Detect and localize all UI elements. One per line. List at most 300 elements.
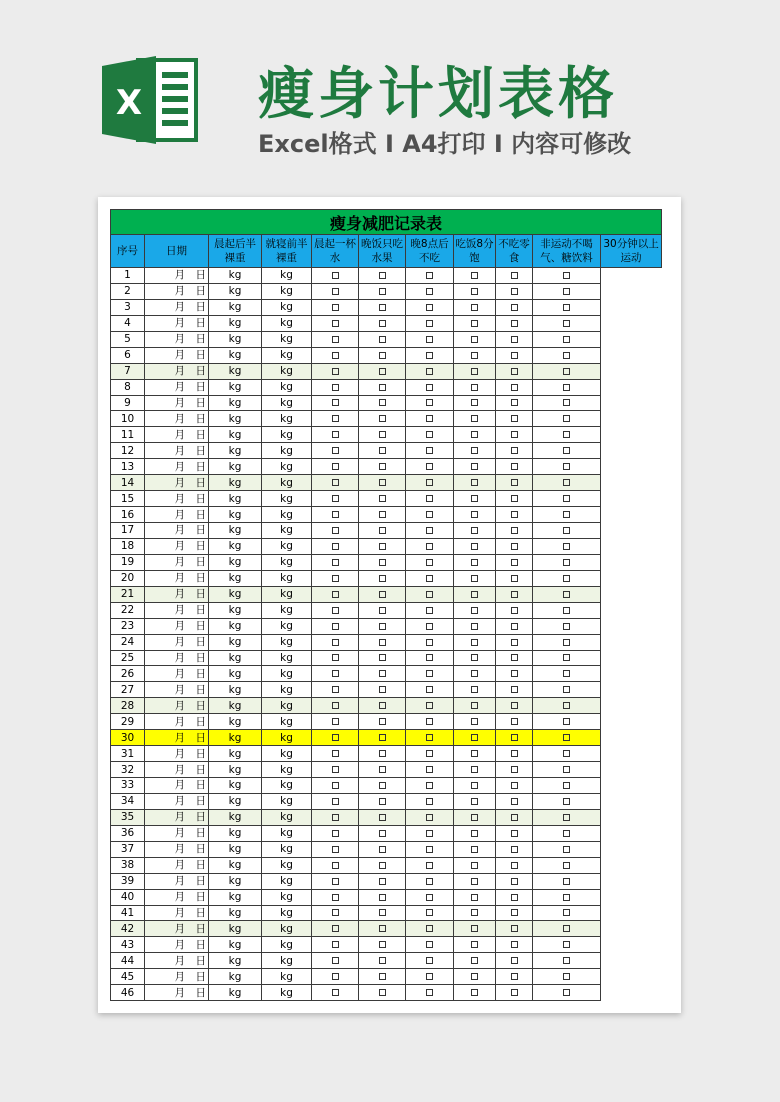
checkbox-icon[interactable] [426, 686, 433, 693]
checkbox-icon[interactable] [379, 304, 386, 311]
morning-weight-cell[interactable]: kg [209, 315, 262, 331]
checkbox-icon[interactable] [332, 766, 339, 773]
checkbox-cell[interactable] [359, 825, 406, 841]
checkbox-icon[interactable] [332, 415, 339, 422]
checkbox-icon[interactable] [471, 639, 478, 646]
checkbox-cell[interactable] [312, 299, 359, 315]
night-weight-cell[interactable]: kg [262, 315, 312, 331]
date-cell[interactable]: 月 日 [145, 507, 209, 523]
checkbox-cell[interactable] [359, 602, 406, 618]
checkbox-icon[interactable] [379, 463, 386, 470]
checkbox-icon[interactable] [511, 368, 518, 375]
checkbox-icon[interactable] [471, 750, 478, 757]
checkbox-cell[interactable] [359, 841, 406, 857]
checkbox-icon[interactable] [426, 670, 433, 677]
checkbox-icon[interactable] [379, 511, 386, 518]
checkbox-cell[interactable] [312, 714, 359, 730]
checkbox-cell[interactable] [533, 698, 601, 714]
checkbox-cell[interactable] [406, 363, 454, 379]
checkbox-icon[interactable] [379, 288, 386, 295]
checkbox-cell[interactable] [454, 746, 496, 762]
morning-weight-cell[interactable]: kg [209, 283, 262, 299]
checkbox-cell[interactable] [454, 730, 496, 746]
checkbox-icon[interactable] [379, 734, 386, 741]
checkbox-cell[interactable] [454, 873, 496, 889]
checkbox-icon[interactable] [426, 989, 433, 996]
checkbox-icon[interactable] [511, 734, 518, 741]
date-cell[interactable]: 月 日 [145, 538, 209, 554]
checkbox-icon[interactable] [563, 623, 570, 630]
checkbox-icon[interactable] [563, 973, 570, 980]
date-cell[interactable]: 月 日 [145, 762, 209, 778]
checkbox-icon[interactable] [332, 607, 339, 614]
checkbox-icon[interactable] [332, 957, 339, 964]
night-weight-cell[interactable]: kg [262, 666, 312, 682]
checkbox-icon[interactable] [563, 336, 570, 343]
morning-weight-cell[interactable]: kg [209, 873, 262, 889]
checkbox-cell[interactable] [496, 523, 533, 539]
date-cell[interactable]: 月 日 [145, 411, 209, 427]
checkbox-icon[interactable] [563, 479, 570, 486]
checkbox-cell[interactable] [359, 698, 406, 714]
checkbox-icon[interactable] [332, 702, 339, 709]
checkbox-cell[interactable] [359, 873, 406, 889]
checkbox-cell[interactable] [312, 778, 359, 794]
checkbox-cell[interactable] [533, 746, 601, 762]
checkbox-icon[interactable] [511, 750, 518, 757]
checkbox-cell[interactable] [359, 570, 406, 586]
checkbox-icon[interactable] [379, 591, 386, 598]
checkbox-icon[interactable] [563, 320, 570, 327]
checkbox-icon[interactable] [563, 718, 570, 725]
checkbox-cell[interactable] [359, 491, 406, 507]
date-cell[interactable]: 月 日 [145, 459, 209, 475]
checkbox-icon[interactable] [379, 670, 386, 677]
checkbox-cell[interactable] [496, 395, 533, 411]
checkbox-icon[interactable] [332, 591, 339, 598]
checkbox-icon[interactable] [511, 527, 518, 534]
checkbox-icon[interactable] [511, 447, 518, 454]
checkbox-icon[interactable] [426, 607, 433, 614]
checkbox-cell[interactable] [454, 889, 496, 905]
checkbox-icon[interactable] [426, 463, 433, 470]
checkbox-cell[interactable] [406, 985, 454, 1001]
checkbox-icon[interactable] [511, 957, 518, 964]
checkbox-cell[interactable] [406, 507, 454, 523]
checkbox-icon[interactable] [471, 957, 478, 964]
checkbox-cell[interactable] [312, 905, 359, 921]
checkbox-icon[interactable] [563, 814, 570, 821]
checkbox-icon[interactable] [426, 654, 433, 661]
checkbox-cell[interactable] [312, 809, 359, 825]
checkbox-cell[interactable] [312, 363, 359, 379]
checkbox-cell[interactable] [533, 969, 601, 985]
morning-weight-cell[interactable]: kg [209, 905, 262, 921]
checkbox-cell[interactable] [496, 475, 533, 491]
checkbox-cell[interactable] [496, 507, 533, 523]
checkbox-icon[interactable] [379, 431, 386, 438]
checkbox-icon[interactable] [379, 909, 386, 916]
checkbox-icon[interactable] [563, 368, 570, 375]
checkbox-cell[interactable] [533, 825, 601, 841]
checkbox-cell[interactable] [454, 523, 496, 539]
checkbox-cell[interactable] [312, 921, 359, 937]
checkbox-cell[interactable] [312, 937, 359, 953]
checkbox-icon[interactable] [511, 830, 518, 837]
checkbox-cell[interactable] [406, 268, 454, 284]
checkbox-cell[interactable] [496, 921, 533, 937]
checkbox-cell[interactable] [406, 315, 454, 331]
checkbox-icon[interactable] [332, 431, 339, 438]
checkbox-cell[interactable] [496, 443, 533, 459]
checkbox-cell[interactable] [312, 395, 359, 411]
checkbox-icon[interactable] [332, 623, 339, 630]
night-weight-cell[interactable]: kg [262, 459, 312, 475]
date-cell[interactable]: 月 日 [145, 523, 209, 539]
date-cell[interactable]: 月 日 [145, 969, 209, 985]
date-cell[interactable]: 月 日 [145, 793, 209, 809]
checkbox-icon[interactable] [563, 543, 570, 550]
checkbox-icon[interactable] [426, 846, 433, 853]
checkbox-cell[interactable] [454, 921, 496, 937]
checkbox-icon[interactable] [379, 559, 386, 566]
checkbox-cell[interactable] [406, 841, 454, 857]
checkbox-cell[interactable] [406, 889, 454, 905]
checkbox-cell[interactable] [454, 682, 496, 698]
date-cell[interactable]: 月 日 [145, 427, 209, 443]
night-weight-cell[interactable]: kg [262, 873, 312, 889]
checkbox-cell[interactable] [359, 746, 406, 762]
checkbox-cell[interactable] [533, 682, 601, 698]
checkbox-cell[interactable] [359, 523, 406, 539]
night-weight-cell[interactable]: kg [262, 268, 312, 284]
checkbox-icon[interactable] [426, 304, 433, 311]
morning-weight-cell[interactable]: kg [209, 347, 262, 363]
morning-weight-cell[interactable]: kg [209, 554, 262, 570]
checkbox-icon[interactable] [332, 798, 339, 805]
night-weight-cell[interactable]: kg [262, 331, 312, 347]
night-weight-cell[interactable]: kg [262, 793, 312, 809]
checkbox-icon[interactable] [379, 878, 386, 885]
checkbox-cell[interactable] [406, 602, 454, 618]
checkbox-icon[interactable] [471, 702, 478, 709]
morning-weight-cell[interactable]: kg [209, 523, 262, 539]
checkbox-cell[interactable] [454, 299, 496, 315]
checkbox-cell[interactable] [406, 953, 454, 969]
morning-weight-cell[interactable]: kg [209, 475, 262, 491]
checkbox-cell[interactable] [359, 538, 406, 554]
checkbox-icon[interactable] [379, 399, 386, 406]
morning-weight-cell[interactable]: kg [209, 538, 262, 554]
checkbox-cell[interactable] [496, 538, 533, 554]
checkbox-icon[interactable] [563, 670, 570, 677]
checkbox-icon[interactable] [426, 957, 433, 964]
checkbox-icon[interactable] [511, 543, 518, 550]
checkbox-cell[interactable] [312, 602, 359, 618]
checkbox-icon[interactable] [426, 798, 433, 805]
checkbox-cell[interactable] [454, 570, 496, 586]
morning-weight-cell[interactable]: kg [209, 411, 262, 427]
checkbox-cell[interactable] [454, 538, 496, 554]
checkbox-icon[interactable] [563, 384, 570, 391]
checkbox-cell[interactable] [454, 809, 496, 825]
night-weight-cell[interactable]: kg [262, 937, 312, 953]
checkbox-icon[interactable] [379, 495, 386, 502]
morning-weight-cell[interactable]: kg [209, 379, 262, 395]
checkbox-cell[interactable] [406, 793, 454, 809]
checkbox-icon[interactable] [563, 830, 570, 837]
checkbox-cell[interactable] [406, 746, 454, 762]
checkbox-icon[interactable] [379, 320, 386, 327]
checkbox-icon[interactable] [379, 543, 386, 550]
checkbox-icon[interactable] [332, 878, 339, 885]
checkbox-cell[interactable] [312, 666, 359, 682]
checkbox-cell[interactable] [496, 937, 533, 953]
checkbox-icon[interactable] [471, 670, 478, 677]
checkbox-icon[interactable] [426, 495, 433, 502]
checkbox-icon[interactable] [379, 639, 386, 646]
checkbox-cell[interactable] [454, 698, 496, 714]
checkbox-icon[interactable] [471, 559, 478, 566]
checkbox-cell[interactable] [454, 443, 496, 459]
checkbox-cell[interactable] [406, 762, 454, 778]
date-cell[interactable]: 月 日 [145, 395, 209, 411]
checkbox-cell[interactable] [312, 491, 359, 507]
night-weight-cell[interactable]: kg [262, 746, 312, 762]
date-cell[interactable]: 月 日 [145, 682, 209, 698]
date-cell[interactable]: 月 日 [145, 714, 209, 730]
checkbox-icon[interactable] [471, 989, 478, 996]
night-weight-cell[interactable]: kg [262, 570, 312, 586]
checkbox-cell[interactable] [454, 618, 496, 634]
morning-weight-cell[interactable]: kg [209, 730, 262, 746]
checkbox-cell[interactable] [406, 427, 454, 443]
checkbox-icon[interactable] [471, 782, 478, 789]
checkbox-cell[interactable] [496, 570, 533, 586]
morning-weight-cell[interactable]: kg [209, 618, 262, 634]
checkbox-cell[interactable] [533, 347, 601, 363]
checkbox-cell[interactable] [533, 283, 601, 299]
checkbox-icon[interactable] [471, 431, 478, 438]
checkbox-cell[interactable] [406, 682, 454, 698]
checkbox-cell[interactable] [359, 666, 406, 682]
checkbox-icon[interactable] [332, 973, 339, 980]
checkbox-cell[interactable] [359, 443, 406, 459]
checkbox-icon[interactable] [511, 320, 518, 327]
checkbox-icon[interactable] [426, 384, 433, 391]
checkbox-cell[interactable] [406, 283, 454, 299]
checkbox-icon[interactable] [563, 415, 570, 422]
checkbox-cell[interactable] [533, 905, 601, 921]
checkbox-cell[interactable] [496, 666, 533, 682]
checkbox-icon[interactable] [563, 894, 570, 901]
checkbox-icon[interactable] [563, 702, 570, 709]
night-weight-cell[interactable]: kg [262, 921, 312, 937]
checkbox-cell[interactable] [406, 650, 454, 666]
checkbox-icon[interactable] [332, 479, 339, 486]
checkbox-cell[interactable] [533, 459, 601, 475]
checkbox-cell[interactable] [454, 347, 496, 363]
checkbox-cell[interactable] [454, 634, 496, 650]
night-weight-cell[interactable]: kg [262, 411, 312, 427]
checkbox-icon[interactable] [332, 575, 339, 582]
checkbox-icon[interactable] [471, 878, 478, 885]
checkbox-icon[interactable] [426, 878, 433, 885]
checkbox-cell[interactable] [406, 443, 454, 459]
checkbox-icon[interactable] [563, 941, 570, 948]
night-weight-cell[interactable]: kg [262, 778, 312, 794]
checkbox-cell[interactable] [533, 491, 601, 507]
checkbox-icon[interactable] [511, 607, 518, 614]
checkbox-icon[interactable] [426, 782, 433, 789]
checkbox-cell[interactable] [533, 411, 601, 427]
checkbox-cell[interactable] [496, 650, 533, 666]
date-cell[interactable]: 月 日 [145, 921, 209, 937]
checkbox-icon[interactable] [426, 830, 433, 837]
checkbox-cell[interactable] [496, 889, 533, 905]
checkbox-cell[interactable] [533, 634, 601, 650]
checkbox-cell[interactable] [359, 475, 406, 491]
checkbox-icon[interactable] [471, 352, 478, 359]
checkbox-icon[interactable] [563, 846, 570, 853]
checkbox-icon[interactable] [379, 925, 386, 932]
checkbox-cell[interactable] [496, 283, 533, 299]
checkbox-icon[interactable] [426, 639, 433, 646]
checkbox-icon[interactable] [471, 830, 478, 837]
night-weight-cell[interactable]: kg [262, 379, 312, 395]
checkbox-icon[interactable] [332, 304, 339, 311]
checkbox-icon[interactable] [511, 399, 518, 406]
date-cell[interactable]: 月 日 [145, 857, 209, 873]
checkbox-icon[interactable] [511, 925, 518, 932]
morning-weight-cell[interactable]: kg [209, 459, 262, 475]
morning-weight-cell[interactable]: kg [209, 969, 262, 985]
checkbox-cell[interactable] [406, 857, 454, 873]
checkbox-icon[interactable] [471, 495, 478, 502]
checkbox-cell[interactable] [454, 475, 496, 491]
checkbox-cell[interactable] [496, 825, 533, 841]
checkbox-cell[interactable] [406, 538, 454, 554]
checkbox-cell[interactable] [359, 778, 406, 794]
checkbox-icon[interactable] [379, 766, 386, 773]
checkbox-cell[interactable] [496, 331, 533, 347]
checkbox-icon[interactable] [511, 336, 518, 343]
checkbox-icon[interactable] [426, 941, 433, 948]
morning-weight-cell[interactable]: kg [209, 889, 262, 905]
checkbox-icon[interactable] [471, 399, 478, 406]
checkbox-icon[interactable] [511, 559, 518, 566]
checkbox-cell[interactable] [533, 985, 601, 1001]
checkbox-icon[interactable] [563, 957, 570, 964]
checkbox-icon[interactable] [332, 559, 339, 566]
checkbox-cell[interactable] [359, 937, 406, 953]
checkbox-icon[interactable] [563, 463, 570, 470]
checkbox-icon[interactable] [471, 479, 478, 486]
checkbox-cell[interactable] [533, 714, 601, 730]
date-cell[interactable]: 月 日 [145, 283, 209, 299]
checkbox-cell[interactable] [312, 698, 359, 714]
checkbox-cell[interactable] [359, 634, 406, 650]
checkbox-cell[interactable] [533, 427, 601, 443]
night-weight-cell[interactable]: kg [262, 538, 312, 554]
checkbox-cell[interactable] [406, 921, 454, 937]
checkbox-icon[interactable] [511, 288, 518, 295]
date-cell[interactable]: 月 日 [145, 873, 209, 889]
night-weight-cell[interactable]: kg [262, 347, 312, 363]
checkbox-icon[interactable] [426, 511, 433, 518]
checkbox-icon[interactable] [511, 511, 518, 518]
night-weight-cell[interactable]: kg [262, 857, 312, 873]
checkbox-cell[interactable] [533, 650, 601, 666]
checkbox-icon[interactable] [511, 782, 518, 789]
checkbox-cell[interactable] [533, 618, 601, 634]
checkbox-icon[interactable] [563, 272, 570, 279]
checkbox-icon[interactable] [332, 272, 339, 279]
morning-weight-cell[interactable]: kg [209, 698, 262, 714]
checkbox-cell[interactable] [312, 873, 359, 889]
morning-weight-cell[interactable]: kg [209, 793, 262, 809]
night-weight-cell[interactable]: kg [262, 395, 312, 411]
checkbox-cell[interactable] [533, 730, 601, 746]
morning-weight-cell[interactable]: kg [209, 363, 262, 379]
checkbox-cell[interactable] [496, 379, 533, 395]
night-weight-cell[interactable]: kg [262, 586, 312, 602]
checkbox-icon[interactable] [511, 846, 518, 853]
date-cell[interactable]: 月 日 [145, 491, 209, 507]
date-cell[interactable]: 月 日 [145, 650, 209, 666]
night-weight-cell[interactable]: kg [262, 969, 312, 985]
checkbox-cell[interactable] [359, 554, 406, 570]
checkbox-icon[interactable] [471, 320, 478, 327]
checkbox-icon[interactable] [511, 989, 518, 996]
checkbox-cell[interactable] [496, 969, 533, 985]
checkbox-icon[interactable] [471, 941, 478, 948]
checkbox-cell[interactable] [454, 985, 496, 1001]
checkbox-cell[interactable] [533, 873, 601, 889]
date-cell[interactable]: 月 日 [145, 666, 209, 682]
checkbox-icon[interactable] [379, 941, 386, 948]
checkbox-cell[interactable] [359, 618, 406, 634]
date-cell[interactable]: 月 日 [145, 618, 209, 634]
checkbox-cell[interactable] [533, 570, 601, 586]
checkbox-icon[interactable] [379, 846, 386, 853]
morning-weight-cell[interactable]: kg [209, 602, 262, 618]
checkbox-cell[interactable] [359, 459, 406, 475]
checkbox-cell[interactable] [496, 618, 533, 634]
checkbox-icon[interactable] [426, 336, 433, 343]
checkbox-cell[interactable] [359, 586, 406, 602]
checkbox-icon[interactable] [471, 368, 478, 375]
checkbox-icon[interactable] [471, 527, 478, 534]
checkbox-cell[interactable] [406, 570, 454, 586]
checkbox-cell[interactable] [312, 268, 359, 284]
morning-weight-cell[interactable]: kg [209, 570, 262, 586]
checkbox-cell[interactable] [496, 411, 533, 427]
date-cell[interactable]: 月 日 [145, 443, 209, 459]
checkbox-cell[interactable] [496, 682, 533, 698]
checkbox-icon[interactable] [563, 352, 570, 359]
checkbox-icon[interactable] [511, 384, 518, 391]
checkbox-cell[interactable] [359, 299, 406, 315]
checkbox-cell[interactable] [406, 395, 454, 411]
checkbox-icon[interactable] [379, 527, 386, 534]
checkbox-icon[interactable] [511, 463, 518, 470]
checkbox-icon[interactable] [426, 368, 433, 375]
checkbox-cell[interactable] [533, 523, 601, 539]
checkbox-icon[interactable] [332, 447, 339, 454]
checkbox-cell[interactable] [454, 969, 496, 985]
checkbox-icon[interactable] [471, 336, 478, 343]
